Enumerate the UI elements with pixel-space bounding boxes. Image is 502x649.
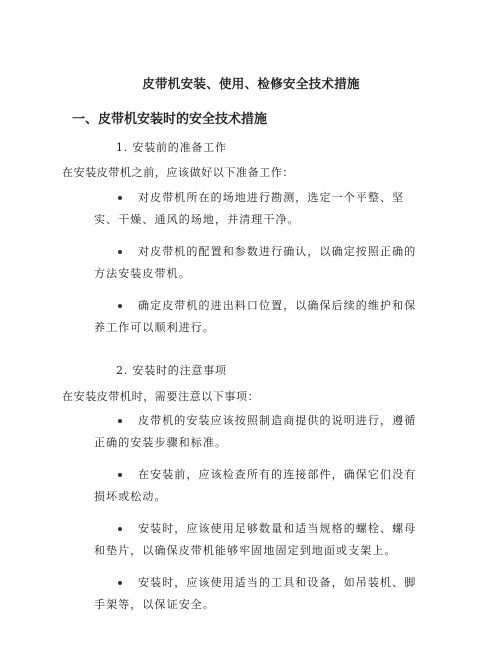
intro-paragraph-precautions: 在安装皮带机时，需要注意以下事项： xyxy=(62,390,260,403)
bullet-icon xyxy=(118,581,122,585)
bullet-icon xyxy=(118,419,122,423)
bullet-icon xyxy=(118,527,122,531)
list-item-text: 安装时，应该使用足够数量和适当规格的螺栓、螺母和垫片，以确保皮带机能够牢固地固定到地面或支架上。 xyxy=(94,522,417,557)
bullet-icon xyxy=(118,250,122,254)
list-item-text: 在安装前，应该检查所有的连接部件，确保它们没有损坏或松动。 xyxy=(94,468,417,503)
list-item xyxy=(94,572,424,616)
list-item xyxy=(94,410,424,454)
bullet-icon xyxy=(118,196,122,200)
subsection-heading-preparation: 1. 安装前的准备工作 xyxy=(116,141,227,154)
bullet-icon xyxy=(118,473,122,477)
list-item-text: 皮带机的安装应该按照制造商提供的说明进行，遵循正确的安装步骤和标准。 xyxy=(94,414,417,449)
list-item-text: 对皮带机的配置和参数进行确认，以确定按照正确的方法安装皮带机。 xyxy=(94,245,417,280)
list-item xyxy=(94,518,424,562)
list-item-text: 安装时，应该使用适当的工具和设备，如吊装机、脚手架等，以保证安全。 xyxy=(94,576,417,611)
list-item xyxy=(94,295,424,339)
bullet-icon xyxy=(118,304,122,308)
list-item xyxy=(94,187,424,231)
list-item xyxy=(94,241,424,285)
subsection-heading-precautions: 2. 安装时的注意事项 xyxy=(116,364,227,377)
list-item-text: 对皮带机所在的场地进行勘测，选定一个平整、坚实、干燥、通风的场地，并清理干净。 xyxy=(94,191,405,226)
section-heading: 一、皮带机安装时的安全技术措施 xyxy=(72,112,268,127)
intro-paragraph-preparation: 在安装皮带机之前，应该做好以下准备工作： xyxy=(62,166,294,179)
list-item-text: 确定皮带机的进出料口位置，以确保后续的维护和保养工作可以顺利进行。 xyxy=(94,299,417,334)
list-item xyxy=(94,464,424,508)
document-title: 皮带机安装、使用、检修安全技术措施 xyxy=(142,76,360,91)
